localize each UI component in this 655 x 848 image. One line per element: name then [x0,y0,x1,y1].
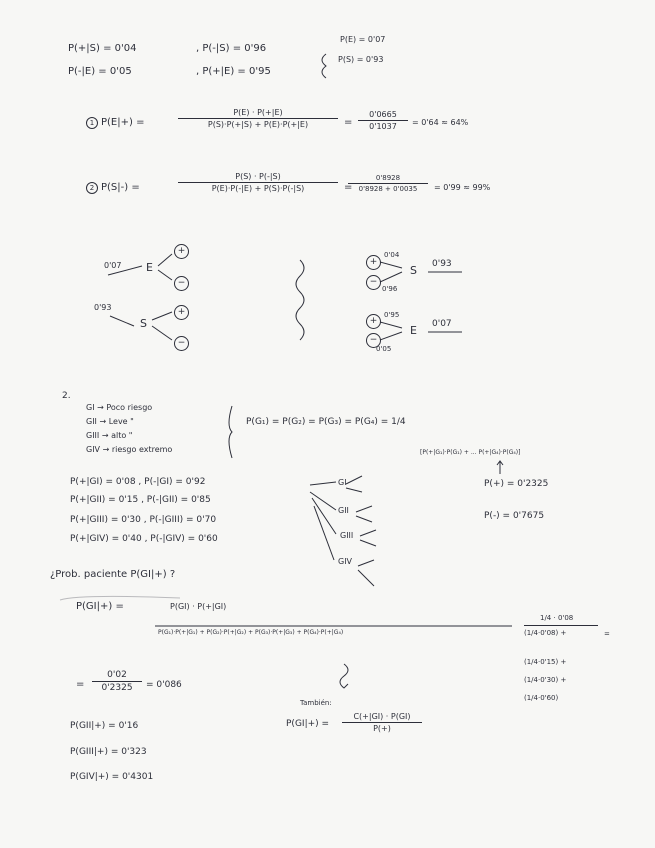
result-2: = 0'99 ≈ 99% [434,183,491,192]
cond-prob-g2: P(+|GII) = 0'15 , P(-|GII) = 0'85 [70,495,211,505]
prior-s: P(S) = 0'93 [338,55,384,64]
question-1 [86,117,144,129]
total-prob-plus: P(+) = 0'2325 [484,479,549,489]
tree-prob-minus-s: 0'96 [382,285,398,293]
tree-node-e: E [146,261,153,274]
numeric-fraction-1: 0'0665 0'1037 [358,110,408,131]
posterior-g3: P(GIII|+) = 0'323 [70,747,147,757]
cond-prob-minus-given-s: , P(-|S) = 0'96 [196,43,267,54]
tree-prob-minus-e: 0'05 [376,345,392,353]
group-4-label: GIV → riesgo extremo [86,445,173,454]
total-prob-formula: [P(+|G₁)·P(G₁) + ... P(+|G₄)·P(G₄)] [420,449,521,456]
result-1: = 0'64 ≈ 64% [412,118,469,127]
plus-circle-icon: + [366,314,381,329]
equal-priors: P(G₁) = P(G₂) = P(G₃) = P(G₄) = 1/4 [246,417,406,427]
group-1-label: GI → Poco riesgo [86,403,153,412]
group-3-label: GIII → alto " [86,431,133,440]
tree-node-g2: GII [338,506,349,515]
prior-e: P(E) = 0'07 [340,35,386,44]
plus-circle-icon: + [174,305,189,320]
plus-circle-icon: + [174,244,189,259]
question-2 [86,182,140,194]
tree-prob-e: 0'07 [104,261,122,270]
cond-prob-plus-given-e: , P(+|E) = 0'95 [196,66,271,77]
tree-node-s: S [140,317,147,330]
minus-circle-icon: − [366,275,381,290]
side-den-4: (1/4·0'60) [524,694,559,702]
side-fraction-bar [524,625,598,626]
cond-prob-g1: P(+|GI) = 0'08 , P(-|GI) = 0'92 [70,477,206,487]
cond-prob-plus-given-s: P(+|S) = 0'04 [68,43,137,54]
alt-lhs: P(GI|+) = [286,719,330,729]
numeric-fraction-2: 0'8928 0'8928 + 0'0035 [348,174,428,193]
tree-result-e: 0'07 [432,319,452,329]
side-den-1: (1/4·0'08) + [524,629,567,637]
bayes-numerator: P(GI) · P(+|GI) [170,602,227,611]
tree-prob-s: 0'93 [94,303,112,312]
tree-node-g1: GI [338,478,347,487]
tree-node-e: E [410,324,417,337]
total-prob-minus: P(-) = 0'7675 [484,511,545,521]
tree-node-s: S [410,264,417,277]
side-equals: = [604,630,610,638]
bayes-fraction-1: P(E) · P(+|E) P(S)·P(+|S) + P(E)·P(+|E) [178,108,338,129]
equals-sign: = [344,117,353,128]
result-equals: = [76,679,85,690]
equals-sign: = [344,182,353,193]
question-lhs: P(S|-) = [101,182,140,193]
bayes-lhs: P(GI|+) = [76,601,124,612]
minus-circle-icon: − [174,336,189,351]
group-2-label: GII → Leve " [86,417,134,426]
tree-result-s: 0'93 [432,259,452,269]
posterior-g4: P(GIV|+) = 0'4301 [70,772,154,782]
part-2-number: 2. [62,391,71,401]
cond-prob-g3: P(+|GIII) = 0'30 , P(-|GIII) = 0'70 [70,515,217,525]
side-den-3: (1/4·0'30) + [524,676,567,684]
minus-circle-icon: − [366,333,381,348]
part-2-question: ¿Prob. paciente P(GI|+) ? [50,569,176,580]
bayes-fraction-2: P(S) · P(-|S) P(E)·P(-|E) + P(S)·P(-|S) [178,172,338,193]
tree-node-g3: GIII [340,531,354,540]
question-number: 1 [86,117,98,129]
bayes-denominator: P(G₁)·P(+|G₁) + P(G₂)·P(+|G₂) + P(G₃)·P(+|G₃) + P(G₄)·P(+|G₄) [158,629,344,636]
tree-prob-plus-s: 0'04 [384,251,400,259]
question-number: 2 [86,182,98,194]
side-numerator: 1/4 · 0'08 [540,614,574,622]
plus-circle-icon: + [366,255,381,270]
tree-prob-plus-e: 0'95 [384,311,400,319]
cond-prob-minus-given-e: P(-|E) = 0'05 [68,66,132,77]
cond-prob-g4: P(+|GIV) = 0'40 , P(-|GIV) = 0'60 [70,534,218,544]
question-lhs: P(E|+) = [101,117,145,128]
result-value: = 0'086 [146,680,182,690]
posterior-g2: P(GII|+) = 0'16 [70,721,139,731]
alt-fraction: C(+|GI) · P(GI) P(+) [342,712,422,733]
tambien-label: También: [300,699,332,707]
minus-circle-icon: − [174,276,189,291]
tree-node-g4: GIV [338,557,353,566]
result-fraction: 0'02 0'2325 [92,670,142,694]
side-den-2: (1/4·0'15) + [524,658,567,666]
